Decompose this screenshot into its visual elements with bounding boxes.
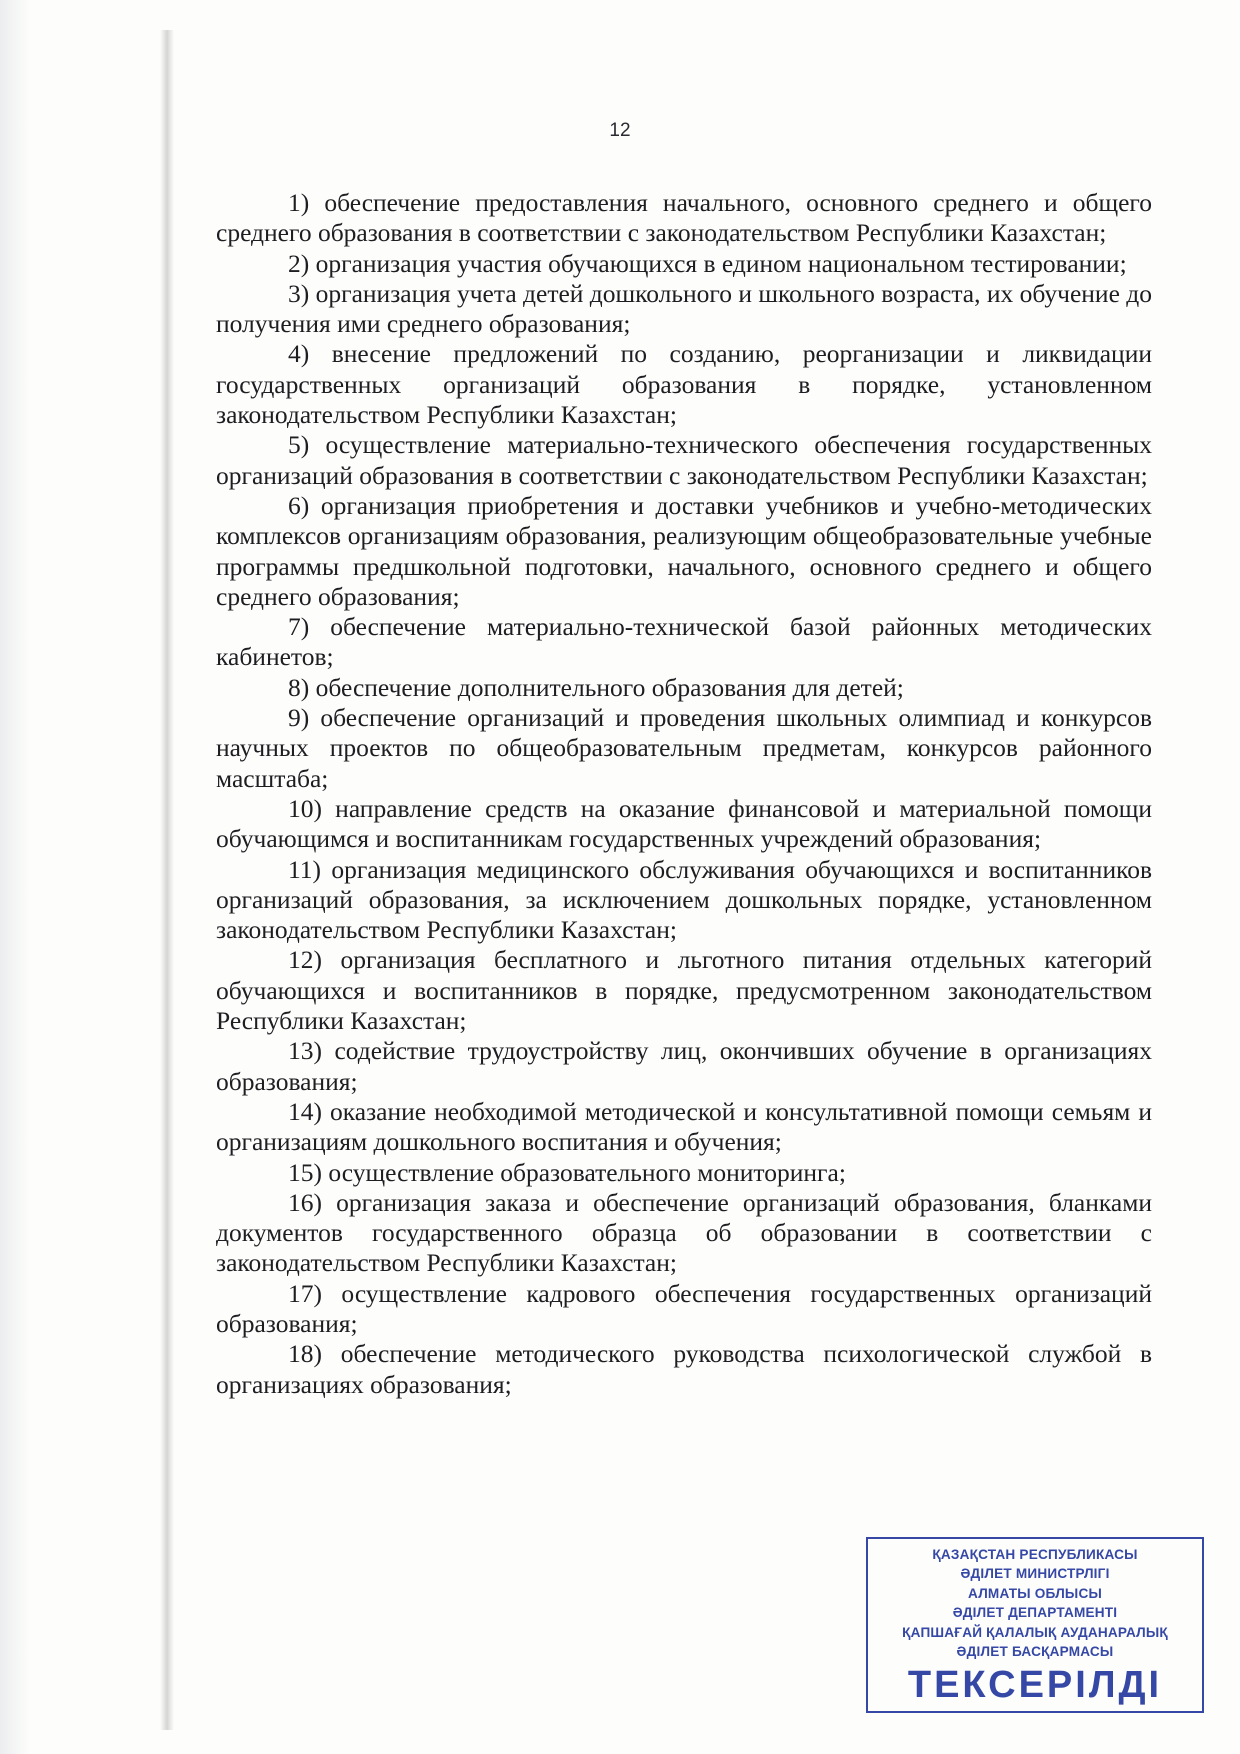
stamp-line: ӘДІЛЕТ МИНИСТРЛІГІ [960, 1566, 1110, 1582]
list-item: 6) организация приобретения и доставки учебников и учебно-методических комплексов организациям образования, реализующим общеобразовательные учебные программы предшкольной подготовки, начального, основного среднего и общего среднего образования; [216, 490, 1152, 611]
list-item: 5) осуществление материально-технического обеспечения государственных организаций образования в соответствии с законодательством Республики Казахстан; [216, 430, 1152, 490]
list-item: 17) осуществление кадрового обеспечения государственных организаций образования; [216, 1278, 1152, 1338]
page-number: 12 [609, 120, 631, 141]
list-item: 3) организация учета детей дошкольного и школьного возраста, их обучение до получения ими среднего образования; [216, 278, 1152, 339]
list-item: 7) обеспечение материально-технической базой районных методических кабинетов; [216, 612, 1152, 672]
list-item: 14) оказание необходимой методической и консультативной помощи семьям и организациям дошкольного воспитания и обучения; [216, 1096, 1152, 1157]
list-item: 1) обеспечение предоставления начального, основного среднего и общего среднего образования в соответствии с законодательством Республики Казахстан; [216, 188, 1152, 248]
stamp-line: ҚАПШАҒАЙ ҚАЛАЛЫҚ АУДАНАРАЛЫҚ [902, 1624, 1168, 1640]
list-item: 4) внесение предложений по созданию, реорганизации и ликвидации государственных организаций образования в порядке, установленном законодательством Республики Казахстан; [216, 339, 1152, 430]
verification-stamp [866, 1537, 1204, 1713]
stamp-verified-label: ТЕКСЕРІЛДІ [907, 1664, 1163, 1707]
stamp-line: АЛМАТЫ ОБЛЫСЫ [968, 1585, 1102, 1601]
document-body [216, 188, 1152, 1400]
list-item: 10) направление средств на оказание финансовой и материальной помощи обучающимся и воспитанникам государственных учреждений образования; [216, 793, 1152, 854]
stamp-line: ӘДІЛЕТ ДЕПАРТАМЕНТІ [952, 1605, 1118, 1621]
list-item: 2) организация участия обучающихся в едином национальном тестировании; [288, 248, 1127, 278]
scan-binding-shadow [160, 30, 174, 1730]
stamp-line: ҚАЗАҚСТАН РЕСПУБЛИКАСЫ [932, 1547, 1138, 1562]
list-item: 16) организация заказа и обеспечение организаций образования, бланками документов государственного образца об образовании в соответствии с законодательством Республики Казахстан; [216, 1187, 1152, 1278]
scan-left-edge [0, 0, 30, 1754]
list-item: 18) обеспечение методического руководства психологической службой в организациях образования; [216, 1339, 1152, 1399]
list-item: 11) организация медицинского обслуживания обучающихся и воспитанников организаций образования, за исключением дошкольных порядке, установленном законодательством Республики Казахстан; [216, 854, 1152, 945]
stamp-line: ӘДІЛЕТ БАСҚАРМАСЫ [956, 1644, 1114, 1660]
list-item: 13) содействие трудоустройству лиц, окончивших обучение в организациях образования; [216, 1036, 1152, 1096]
list-item: 9) обеспечение организаций и проведения школьных олимпиад и конкурсов научных проектов по общеобразовательным предметам, конкурсов районного масштаба; [216, 703, 1152, 793]
list-item: 12) организация бесплатного и льготного питания отдельных категорий обучающихся и воспитанников в порядке, предусмотренном законодательством Республики Казахстан; [216, 945, 1152, 1036]
list-item: 8) обеспечение дополнительного образования для детей; [288, 672, 904, 702]
list-item: 15) осуществление образовательного мониторинга; [288, 1157, 846, 1187]
